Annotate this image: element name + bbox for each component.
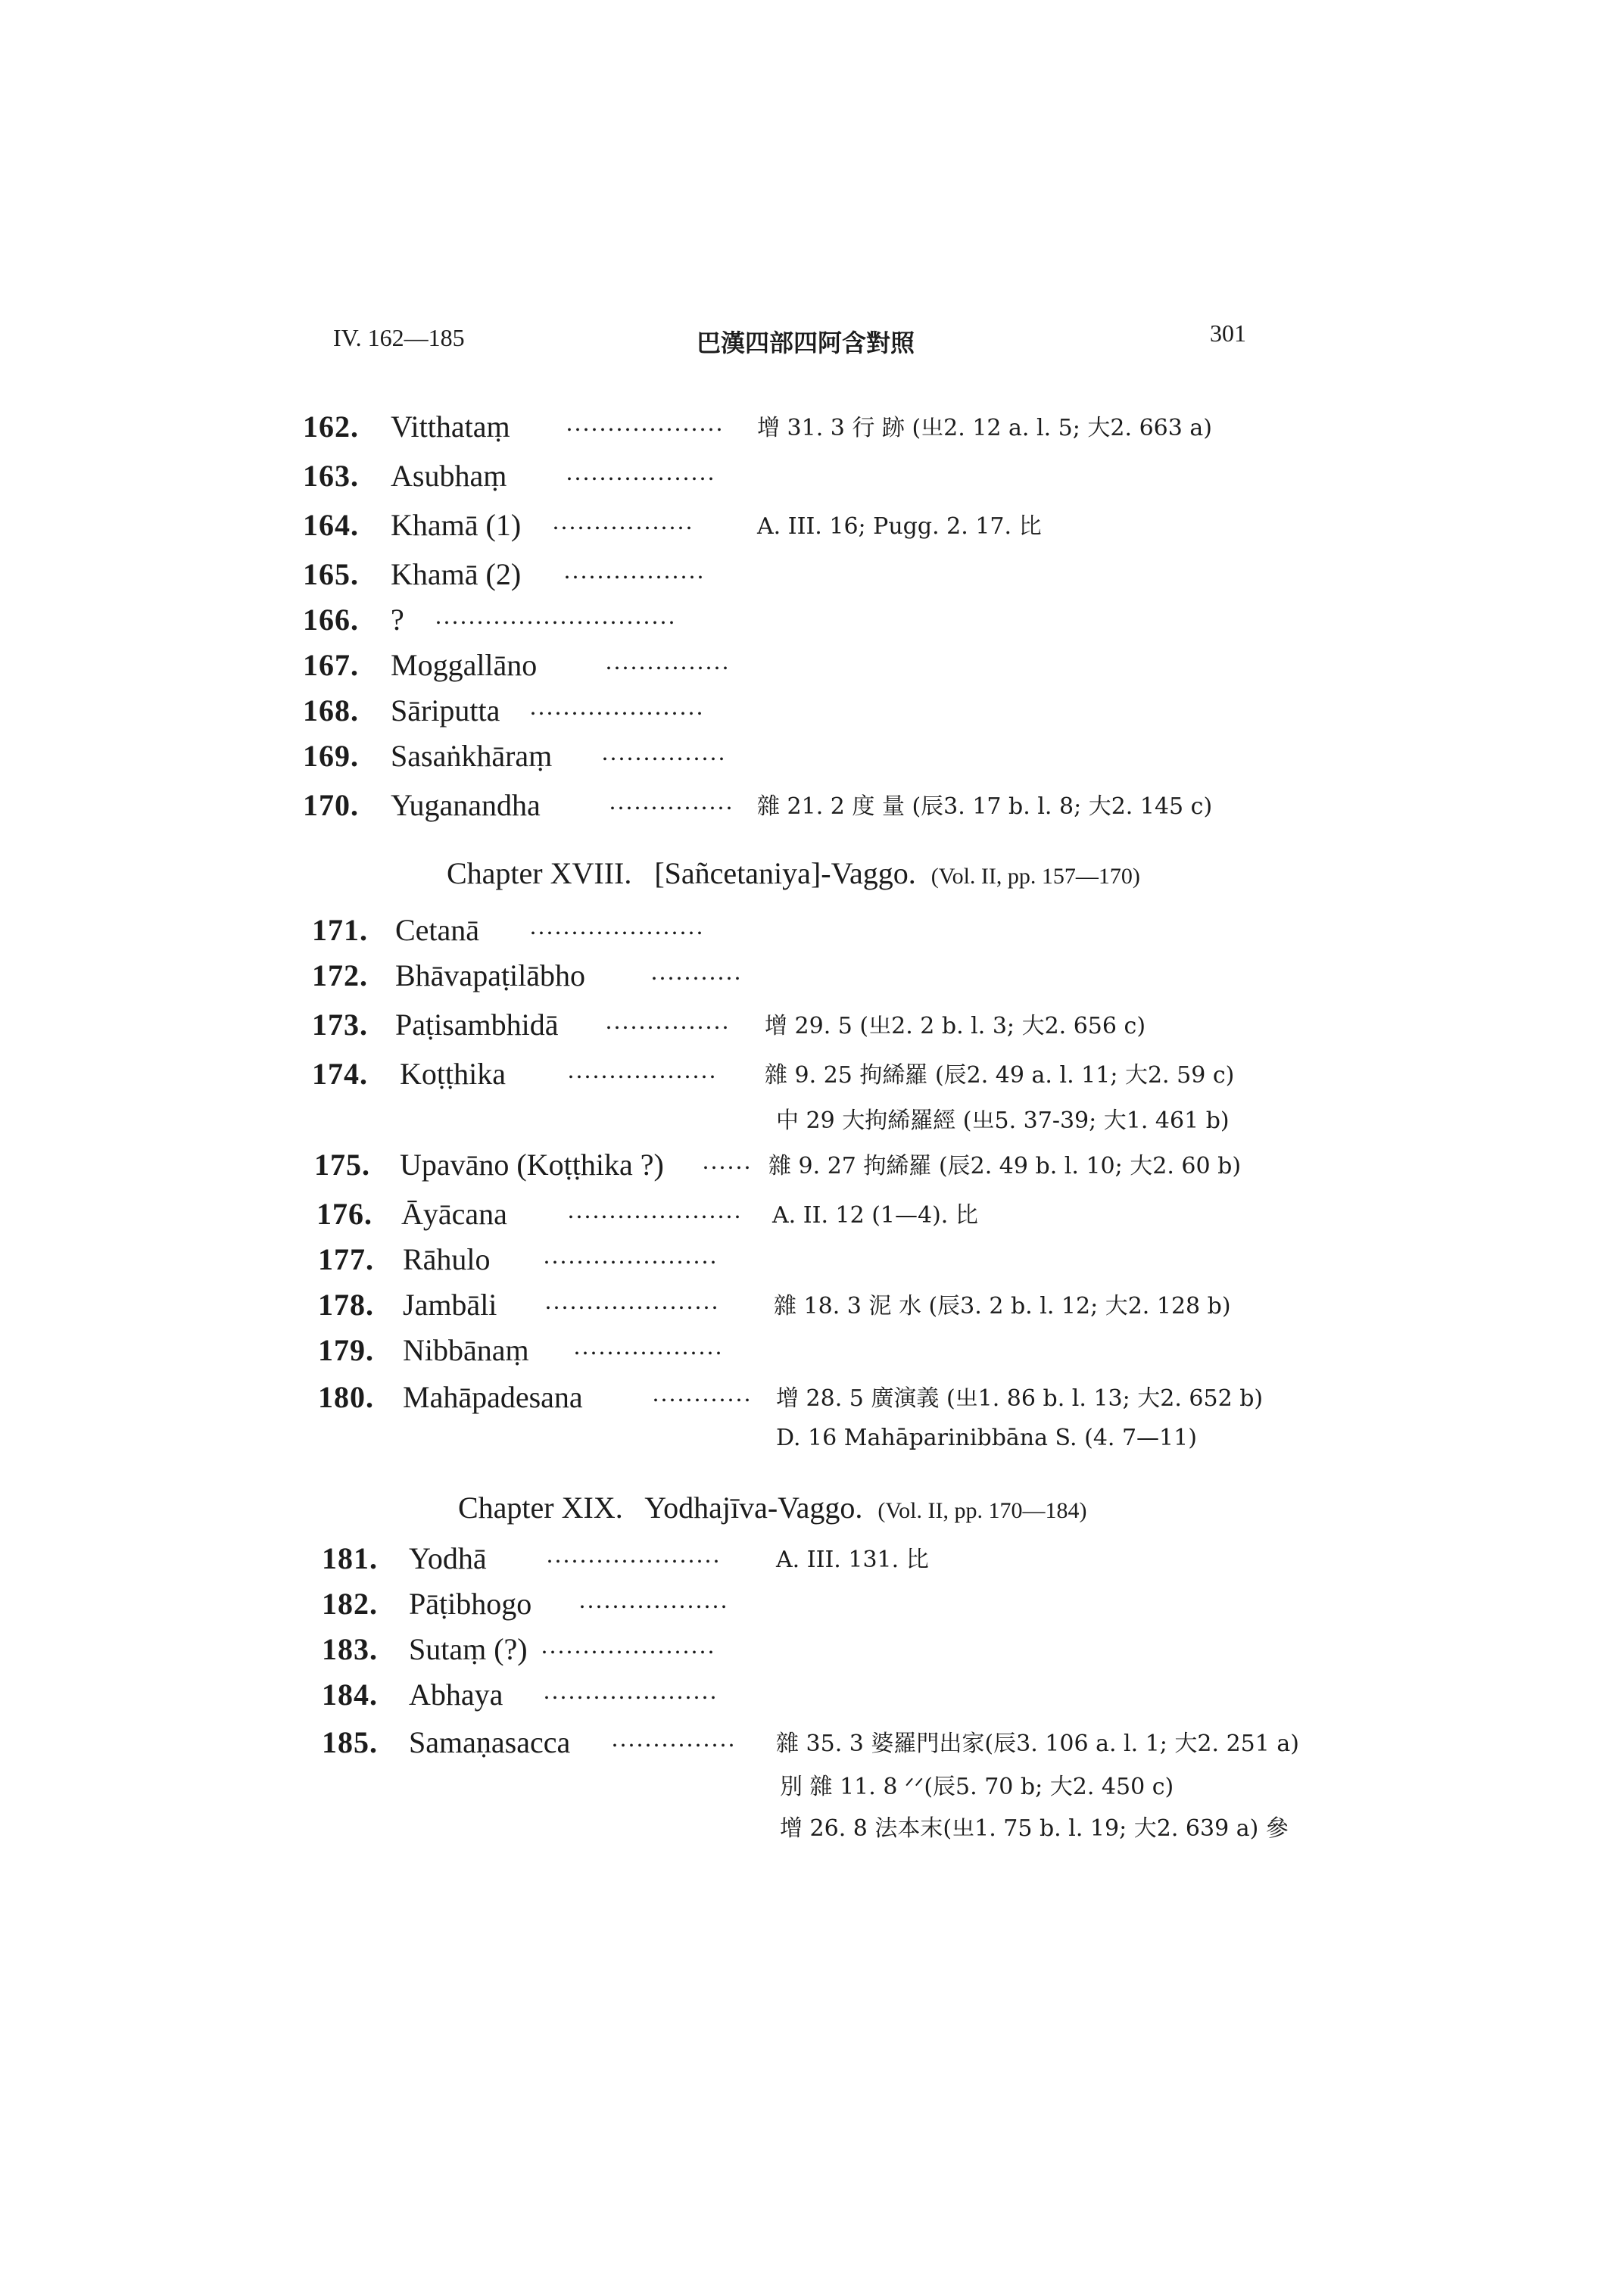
entry-title: Yodhā xyxy=(409,1541,487,1575)
list-item xyxy=(0,507,1624,553)
entry-number: 179. xyxy=(318,1333,374,1367)
entry-number: 168. xyxy=(303,693,359,727)
entry-title: Pāṭibhogo xyxy=(409,1587,532,1621)
entry-title: ? xyxy=(391,603,404,637)
entry-title: Vitthataṃ xyxy=(391,410,510,444)
entry-title: Asubhaṃ xyxy=(391,459,507,493)
leader-dots: ...... xyxy=(703,1147,753,1174)
leader-dots: ..................... xyxy=(530,693,705,720)
entry-number: 166. xyxy=(303,603,359,637)
entry-title: Jambāli xyxy=(403,1288,497,1322)
running-head-left: IV. 162—185 xyxy=(333,324,465,351)
entry-title: Khamā (2) xyxy=(391,557,522,591)
list-item xyxy=(0,1332,1624,1378)
leader-dots: ........... xyxy=(651,958,743,985)
entry-number: 181. xyxy=(322,1541,378,1575)
entry-reference-continuation: D. 16 Mahāparinibbāna S. (4. 7—11) xyxy=(776,1425,1197,1451)
entry-reference: 雜 9. 25 拘絺羅 (辰2. 49 a. l. 11; 大2. 59 c) xyxy=(765,1062,1235,1089)
entry-title: Khamā (1) xyxy=(391,508,522,542)
leader-dots: ..................... xyxy=(544,1242,718,1269)
list-item xyxy=(0,787,1624,833)
list-item xyxy=(0,693,1624,738)
entry-reference-continuation: 別 雜 11. 8 ᐟᐟ(辰5. 70 b; 大2. 450 c) xyxy=(780,1774,1174,1800)
list-item xyxy=(0,1541,1624,1586)
entry-number: 162. xyxy=(303,410,359,444)
list-item xyxy=(0,1007,1624,1052)
entry-reference: 雜 21. 2 度 量 (辰3. 17 b. l. 8; 大2. 145 c) xyxy=(757,793,1213,820)
leader-dots: ..................... xyxy=(544,1677,718,1704)
list-item xyxy=(0,1147,1624,1192)
entry-number: 177. xyxy=(318,1242,374,1276)
entry-title: Yuganandha xyxy=(391,788,541,822)
entry-number: 185. xyxy=(322,1725,378,1759)
list-item xyxy=(0,556,1624,602)
entry-number: 180. xyxy=(318,1380,374,1414)
leader-dots: ..................... xyxy=(547,1541,722,1568)
entry-number: 178. xyxy=(318,1288,374,1322)
leader-dots: ............................. xyxy=(435,602,677,629)
entry-title: Moggallāno xyxy=(391,648,538,682)
chapter-volume: (Vol. II, pp. 170—184) xyxy=(877,1498,1087,1523)
leader-dots: ..................... xyxy=(568,1196,743,1223)
list-item xyxy=(0,912,1624,958)
entry-number: 184. xyxy=(322,1678,378,1712)
list-item xyxy=(0,1287,1624,1332)
chapter-name: [Sañcetaniya]-Vaggo. xyxy=(654,856,916,890)
chapter-label: Chapter XVIII. xyxy=(447,856,632,890)
list-item xyxy=(0,1677,1624,1722)
entry-number: 163. xyxy=(303,459,359,493)
leader-dots: .................. xyxy=(568,1056,718,1083)
leader-dots: .................. xyxy=(574,1332,724,1360)
entry-title: Cetanā xyxy=(395,913,480,947)
leader-dots: ............ xyxy=(653,1379,753,1407)
leader-dots: .................. xyxy=(579,1586,729,1613)
leader-dots: ................. xyxy=(553,507,694,534)
list-item xyxy=(0,958,1624,1003)
entry-reference: 增 29. 5 (㞢2. 2 b. l. 3; 大2. 656 c) xyxy=(765,1013,1146,1039)
entry-number: 173. xyxy=(312,1008,368,1042)
leader-dots: ............... xyxy=(609,787,734,815)
entry-reference: A. II. 12 (1—4). 比 xyxy=(772,1202,978,1229)
entry-number: 176. xyxy=(316,1197,372,1231)
list-item xyxy=(0,738,1624,784)
list-item xyxy=(0,458,1624,503)
entry-title: Rāhulo xyxy=(403,1242,491,1276)
entry-reference: 增 31. 3 行 跡 (㞢2. 12 a. l. 5; 大2. 663 a) xyxy=(757,415,1212,441)
list-item xyxy=(0,647,1624,693)
entry-title: Paṭisambhidā xyxy=(395,1008,559,1042)
entry-number: 167. xyxy=(303,648,359,682)
page-number: 301 xyxy=(1210,319,1246,347)
entry-number: 172. xyxy=(312,958,368,992)
leader-dots: ............... xyxy=(602,738,727,765)
entry-title: Sutaṃ (?) xyxy=(409,1632,528,1666)
entry-title: Āyācana xyxy=(401,1197,507,1231)
leader-dots: ............... xyxy=(612,1724,737,1752)
entry-reference: 雜 18. 3 泥 水 (辰3. 2 b. l. 12; 大2. 128 b) xyxy=(774,1293,1231,1319)
entry-title: Sāriputta xyxy=(391,693,500,727)
entry-title: Koṭṭhika xyxy=(400,1057,506,1091)
entry-title: Mahāpadesana xyxy=(403,1380,583,1414)
list-item xyxy=(0,602,1624,647)
leader-dots: ..................... xyxy=(545,1287,720,1314)
entry-number: 182. xyxy=(322,1587,378,1621)
entry-reference: 雜 35. 3 婆羅門出家(辰3. 106 a. l. 1; 大2. 251 a) xyxy=(776,1731,1299,1757)
list-item xyxy=(0,1196,1624,1242)
list-item xyxy=(0,1056,1624,1101)
entry-number: 165. xyxy=(303,557,359,591)
list-item xyxy=(0,409,1624,454)
chapter-label: Chapter XIX. xyxy=(458,1491,623,1525)
running-head-title: 巴漢四部四阿含對照 xyxy=(697,329,915,357)
entry-reference: A. III. 131. 比 xyxy=(776,1547,929,1573)
entry-reference: A. III. 16; Pugg. 2. 17. 比 xyxy=(757,513,1042,540)
chapter-name: Yodhajīva-Vaggo. xyxy=(644,1491,863,1525)
entry-number: 169. xyxy=(303,739,359,773)
entry-number: 174. xyxy=(312,1057,368,1091)
list-item xyxy=(0,1631,1624,1677)
list-item xyxy=(0,1379,1624,1425)
entry-reference-continuation: 中 29 大拘絺羅經 (㞢5. 37-39; 大1. 461 b) xyxy=(776,1108,1230,1134)
leader-dots: .................. xyxy=(566,458,716,485)
chapter-heading xyxy=(447,855,1140,891)
leader-dots: ............... xyxy=(606,1007,731,1034)
entry-number: 170. xyxy=(303,788,359,822)
entry-title: Abhaya xyxy=(409,1678,503,1712)
entry-title: Samaṇasacca xyxy=(409,1725,571,1759)
entry-reference: 雜 9. 27 拘絺羅 (辰2. 49 b. l. 10; 大2. 60 b) xyxy=(768,1153,1242,1179)
list-item xyxy=(0,1242,1624,1287)
chapter-volume: (Vol. II, pp. 157—170) xyxy=(930,864,1140,889)
entry-reference-continuation: 增 26. 8 法本末(㞢1. 75 b. l. 19; 大2. 639 a) 參 xyxy=(780,1815,1289,1842)
leader-dots: ................... xyxy=(566,409,725,436)
leader-dots: ................. xyxy=(564,556,706,584)
entry-title: Nibbānaṃ xyxy=(403,1333,529,1367)
leader-dots: ..................... xyxy=(530,912,705,939)
entry-number: 175. xyxy=(314,1148,370,1182)
chapter-heading xyxy=(458,1490,1086,1525)
leader-dots: ..................... xyxy=(541,1631,716,1659)
entry-number: 183. xyxy=(322,1632,378,1666)
list-item xyxy=(0,1586,1624,1631)
entry-title: Upavāno (Koṭṭhika ?) xyxy=(400,1148,664,1182)
entry-title: Sasaṅkhāraṃ xyxy=(391,739,553,773)
entry-title: Bhāvapaṭilābho xyxy=(395,958,586,992)
leader-dots: ............... xyxy=(606,647,731,675)
entry-reference: 增 28. 5 廣演義 (㞢1. 86 b. l. 13; 大2. 652 b) xyxy=(776,1385,1264,1412)
entry-number: 171. xyxy=(312,913,368,947)
entry-number: 164. xyxy=(303,508,359,542)
list-item xyxy=(0,1724,1624,1770)
